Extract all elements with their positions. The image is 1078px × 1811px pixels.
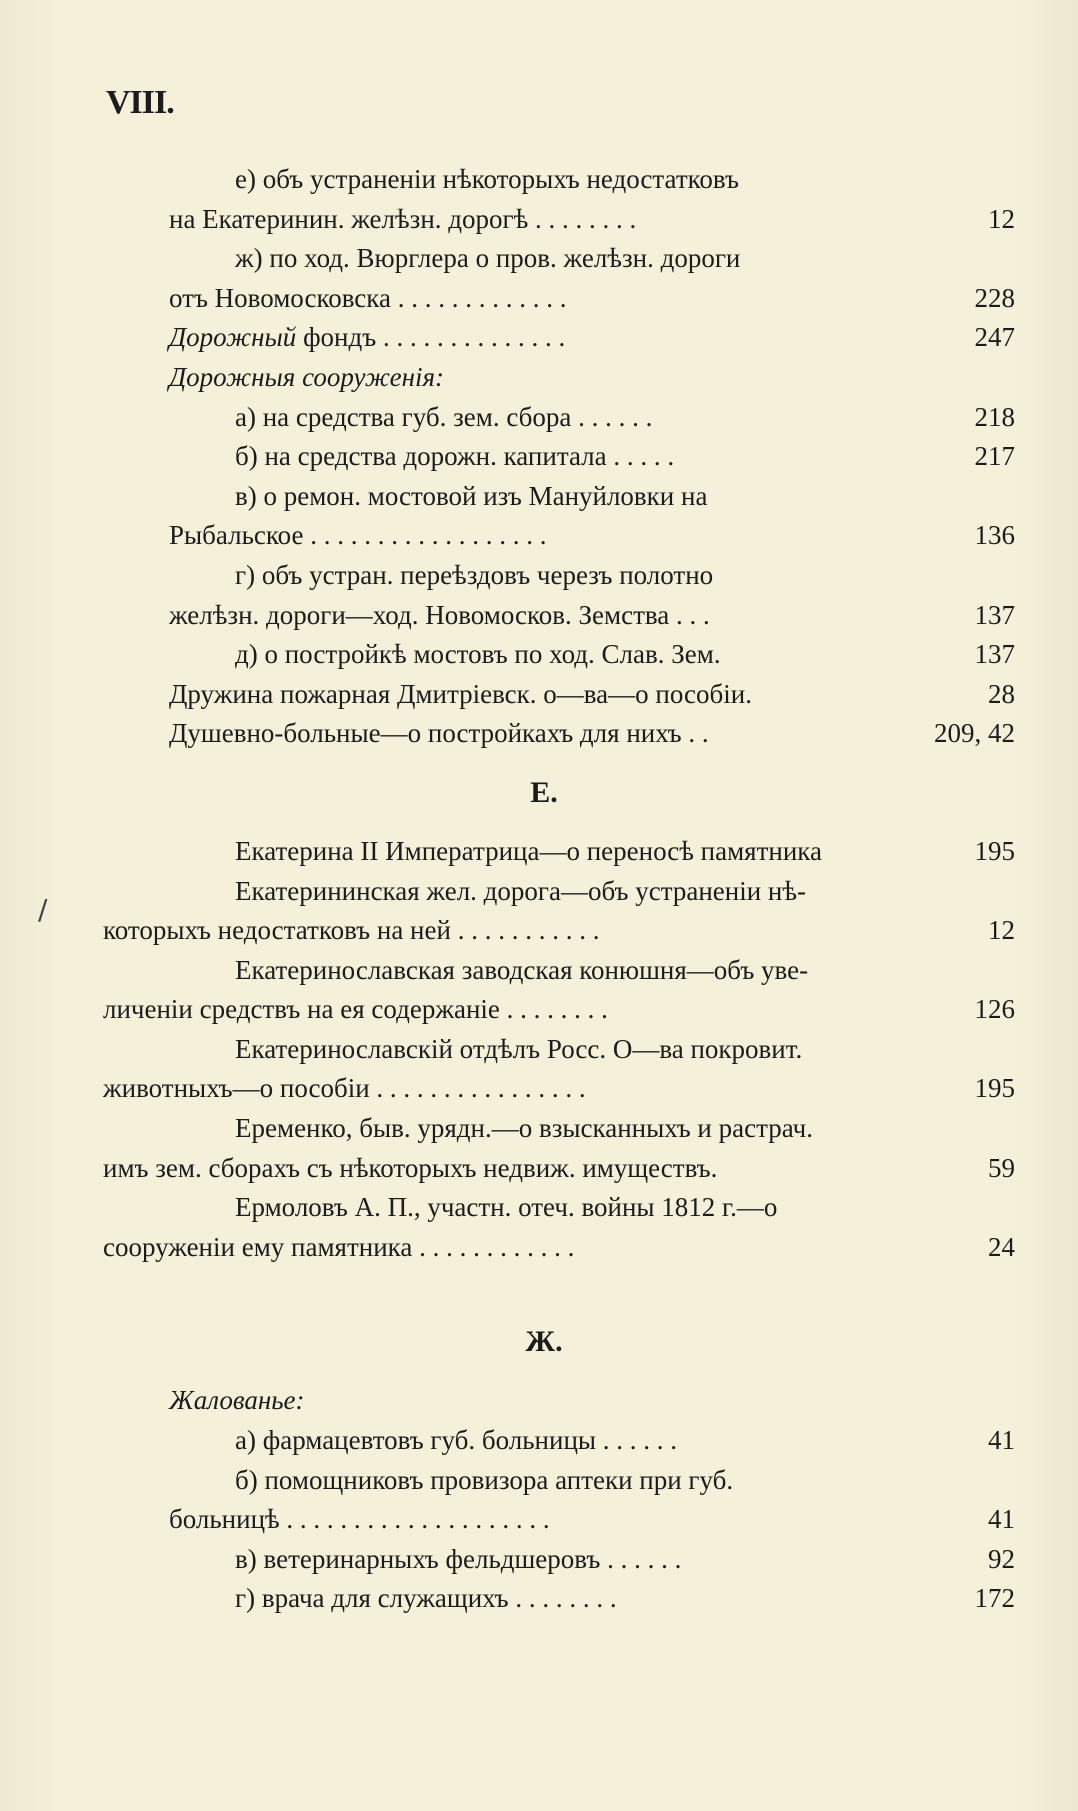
index-entry-text: личеніи средствъ на ея содержаніе . . . . . . . . xyxy=(103,994,608,1025)
index-entry-page: 137 xyxy=(974,639,1015,670)
index-entry xyxy=(103,675,1015,715)
index-entry-text: г) объ устран. переѣздовъ черезъ полотно xyxy=(235,559,714,590)
index-entry-text: в) ветеринарныхъ фельдшеровъ . . . . . . xyxy=(235,1543,682,1574)
index-entry-text: сооруженіи ему памятника . . . . . . . . . . . . xyxy=(103,1231,575,1262)
index-entry-text-continued: фондъ . . . . . . . . . . . . . . xyxy=(296,322,566,353)
index-entry xyxy=(103,437,1015,477)
index-entry-text: а) фармацевтовъ губ. больницы . . . . . . xyxy=(235,1425,678,1456)
index-entry xyxy=(103,596,1015,636)
page-number: VIII. xyxy=(106,84,174,121)
index-entry xyxy=(103,1228,1015,1268)
index-entry-text: которыхъ недостатковъ на ней . . . . . . . . . . . xyxy=(103,915,600,946)
subject-index xyxy=(103,160,1015,1619)
index-entry xyxy=(103,318,1015,358)
index-entry-page: 92 xyxy=(988,1543,1015,1574)
index-entry xyxy=(103,477,1015,517)
index-entry xyxy=(103,1461,1015,1501)
index-entry-text: Ермоловъ А. П., участн. отеч. войны 1812 г.—о xyxy=(235,1192,778,1223)
index-entry xyxy=(103,872,1015,912)
index-entry-page: 41 xyxy=(988,1425,1015,1456)
index-entry xyxy=(103,951,1015,991)
index-entry-text: г) врача для служащихъ . . . . . . . . xyxy=(235,1583,617,1614)
index-entry-page: 218 xyxy=(974,401,1015,432)
index-entry xyxy=(103,635,1015,675)
index-entry-text: Екатерина II Императрица—о переносѣ памятника xyxy=(235,835,822,866)
index-entry-page: 137 xyxy=(974,599,1015,630)
index-entry xyxy=(103,1579,1015,1619)
index-entry-text: Дружина пожарная Дмитріевск. о—ва—о пособіи. xyxy=(169,678,752,709)
index-group-d xyxy=(103,160,1015,754)
index-entry xyxy=(103,1069,1015,1109)
index-entry-text: на Екатеринин. желѣзн. дорогѣ . . . . . . . . xyxy=(169,203,637,234)
index-entry xyxy=(103,911,1015,951)
index-entry xyxy=(103,279,1015,319)
index-entry-page: 28 xyxy=(988,678,1015,709)
index-entry-text: Екатеринославская заводская конюшня—объ уве- xyxy=(235,954,809,985)
index-entry-text: Жалованье: xyxy=(169,1385,305,1416)
index-entry-text: животныхъ—о пособіи . . . . . . . . . . . . . . . . xyxy=(103,1073,586,1104)
index-entry xyxy=(103,1109,1015,1149)
index-entry-text: Дорожныя сооруженія: xyxy=(169,361,445,392)
index-entry-page: 247 xyxy=(974,322,1015,353)
index-entry-page: 195 xyxy=(974,835,1015,866)
index-entry xyxy=(103,714,1015,754)
index-entry-page: 172 xyxy=(974,1583,1015,1614)
index-entry-text: б) на средства дорожн. капитала . . . . . xyxy=(235,441,675,472)
index-entry-text: Екатеринославскій отдѣлъ Росс. О—ва покровит. xyxy=(235,1033,803,1064)
section-heading-e: Е. xyxy=(530,775,558,809)
index-entry xyxy=(103,1030,1015,1070)
index-entry-page: 24 xyxy=(988,1231,1015,1262)
margin-pencil-mark: / xyxy=(38,893,48,926)
index-entry-text: имъ зем. сборахъ съ нѣкоторыхъ недвиж. имуществъ. xyxy=(103,1152,718,1183)
index-entry-text: д) о постройкѣ мостовъ по ход. Слав. Зем. xyxy=(235,639,721,670)
index-entry xyxy=(103,239,1015,279)
index-entry xyxy=(103,1500,1015,1540)
index-entry-page: 59 xyxy=(988,1152,1015,1183)
index-entry-text: желѣзн. дороги—ход. Новомосков. Земства . . . xyxy=(169,599,710,630)
index-entry-text: Душевно-больные—о постройкахъ для нихъ . . xyxy=(169,718,709,749)
index-entry xyxy=(103,990,1015,1030)
index-entry-page: 136 xyxy=(974,520,1015,551)
index-entry xyxy=(103,1149,1015,1189)
index-entry xyxy=(103,398,1015,438)
section-heading-zh: Ж. xyxy=(525,1325,563,1359)
index-entry xyxy=(103,832,1015,872)
index-entry-text: больницѣ . . . . . . . . . . . . . . . . . . . . xyxy=(169,1504,550,1535)
index-entry xyxy=(103,200,1015,240)
index-entry-page: 228 xyxy=(974,282,1015,313)
index-group-zh xyxy=(103,1381,1015,1619)
index-entry-text: а) на средства губ. зем. сбора . . . . . . xyxy=(235,401,653,432)
index-entry-text: в) о ремон. мостовой изъ Мануйловки на xyxy=(235,480,708,511)
index-entry xyxy=(103,556,1015,596)
index-entry xyxy=(103,160,1015,200)
index-entry-text: б) помощниковъ провизора аптеки при губ. xyxy=(235,1464,734,1495)
index-entry xyxy=(103,1381,1015,1421)
index-entry xyxy=(103,358,1015,398)
index-entry xyxy=(103,516,1015,556)
index-entry-text: Рыбальское . . . . . . . . . . . . . . . . . . xyxy=(169,520,547,551)
index-entry-wrap xyxy=(169,318,565,358)
index-entry xyxy=(103,1188,1015,1228)
index-entry-text: ж) по ход. Вюрглера о пров. желѣзн. дороги xyxy=(235,243,741,274)
index-entry-page: 126 xyxy=(974,994,1015,1025)
index-entry-text: Екатерининская жел. дорога—объ устраненіи нѣ- xyxy=(235,875,807,906)
index-entry-page: 12 xyxy=(988,203,1015,234)
index-entry-page: 41 xyxy=(988,1504,1015,1535)
index-entry-text: Дорожный xyxy=(169,322,297,353)
index-entry xyxy=(103,1421,1015,1461)
index-entry xyxy=(103,1540,1015,1580)
index-entry-page: 12 xyxy=(988,915,1015,946)
index-entry-text: отъ Новомосковска . . . . . . . . . . . . . xyxy=(169,282,567,313)
index-entry-page: 209, 42 xyxy=(934,718,1015,749)
index-entry-text: е) объ устраненіи нѣкоторыхъ недостатковъ xyxy=(235,164,739,194)
index-entry-text: Еременко, быв. урядн.—о взысканныхъ и растрач. xyxy=(235,1113,813,1144)
section-gap xyxy=(103,1267,1015,1303)
index-entry-page: 217 xyxy=(974,441,1015,472)
index-group-e xyxy=(103,832,1015,1268)
index-entry-page: 195 xyxy=(974,1073,1015,1104)
